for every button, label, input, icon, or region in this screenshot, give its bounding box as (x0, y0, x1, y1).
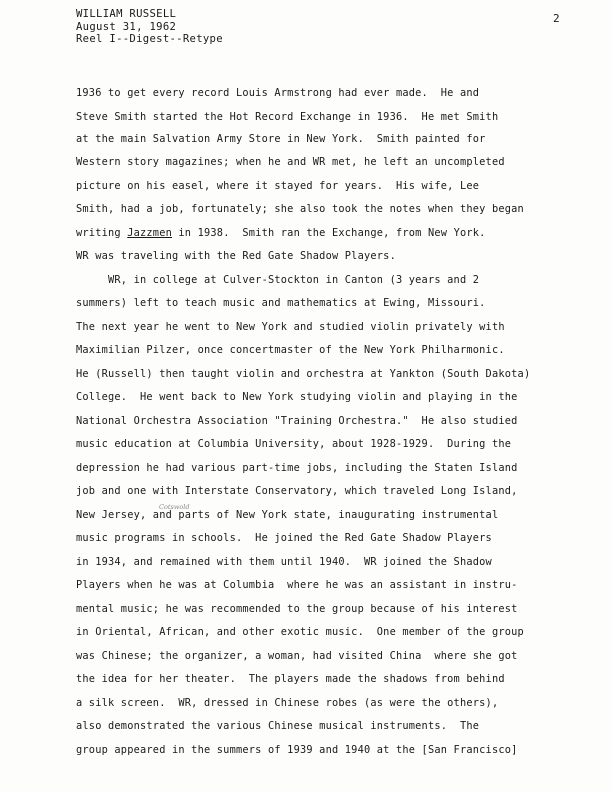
text-line-7 (76, 226, 486, 240)
text-line-7-start: writing (76, 227, 128, 239)
text-line-24: in Oriental, African, and other exotic music. One member of the group (76, 626, 524, 638)
header-date: August 31, 1962 (76, 20, 177, 33)
text-line-13: He (Russell) then taught violin and orchestra at Yankton (South Dakota) (76, 368, 531, 380)
book-title-jazzmen: Jazzmen (127, 227, 172, 239)
text-line-20: music programs in schools. He joined the Red Gate Shadow Players (76, 532, 492, 544)
text-line-5: picture on his easel, where it stayed for years. His wife, Lee (76, 180, 480, 192)
text-line-19: New Jersey, and parts of New York state, inaugurating instrumental (76, 509, 499, 521)
text-line-12: Maximilian Pilzer, once concertmaster of the New York Philharmonic. (76, 344, 505, 356)
text-line-22: Players when he was at Columbia where he was an assistant in instru- (76, 579, 518, 591)
text-line-29: group appeared in the summers of 1939 and 1940 at the [San Francisco] (76, 744, 518, 756)
text-line-27: a silk screen. WR, dressed in Chinese robes (as were the others), (76, 697, 499, 709)
text-line-14: College. He went back to New York studying violin and playing in the (76, 391, 518, 403)
margin-note: Cotswold (159, 503, 190, 511)
text-line-17: depression he had various part-time jobs, including the Staten Island (76, 462, 518, 474)
text-line-9: WR, in college at Culver-Stockton in Canton (3 years and 2 (76, 274, 480, 286)
text-line-2: Steve Smith started the Hot Record Exchange in 1936. He met Smith (76, 111, 499, 123)
page-number: 2 (553, 12, 560, 25)
text-line-18: job and one with Interstate Conservatory, which traveled Long Island, (76, 485, 518, 497)
text-line-6: Smith, had a job, fortunately; she also took the notes when they began (76, 203, 524, 215)
text-line-28: also demonstrated the various Chinese musical instruments. The (76, 720, 480, 732)
text-line-25: was Chinese; the organizer, a woman, had visited China where she got (76, 650, 518, 662)
text-line-11: The next year he went to New York and studied violin privately with (76, 321, 505, 333)
text-line-4: Western story magazines; when he and WR met, he left an uncompleted (76, 156, 505, 168)
header-reel: Reel I--Digest--Retype (76, 33, 223, 46)
text-line-7-end: in 1938. Smith ran the Exchange, from New York. (172, 227, 486, 239)
page-header (76, 8, 223, 46)
text-line-8: WR was traveling with the Red Gate Shadow Players. (76, 250, 396, 262)
header-name: WILLIAM RUSSELL (76, 8, 177, 20)
text-line-1: 1936 to get every record Louis Armstrong had ever made. He and (76, 87, 480, 99)
text-line-3: at the main Salvation Army Store in New York. Smith painted for (76, 133, 486, 145)
text-line-15: National Orchestra Association "Training Orchestra." He also studied (76, 415, 518, 427)
text-line-10: summers) left to teach music and mathematics at Ewing, Missouri. (76, 297, 486, 309)
text-line-16: music education at Columbia University, about 1928-1929. During the (76, 438, 512, 450)
text-line-23: mental music; he was recommended to the group because of his interest (76, 603, 518, 615)
text-line-21: in 1934, and remained with them until 1940. WR joined the Shadow (76, 556, 492, 568)
text-line-26: the idea for her theater. The players made the shadows from behind (76, 673, 505, 685)
